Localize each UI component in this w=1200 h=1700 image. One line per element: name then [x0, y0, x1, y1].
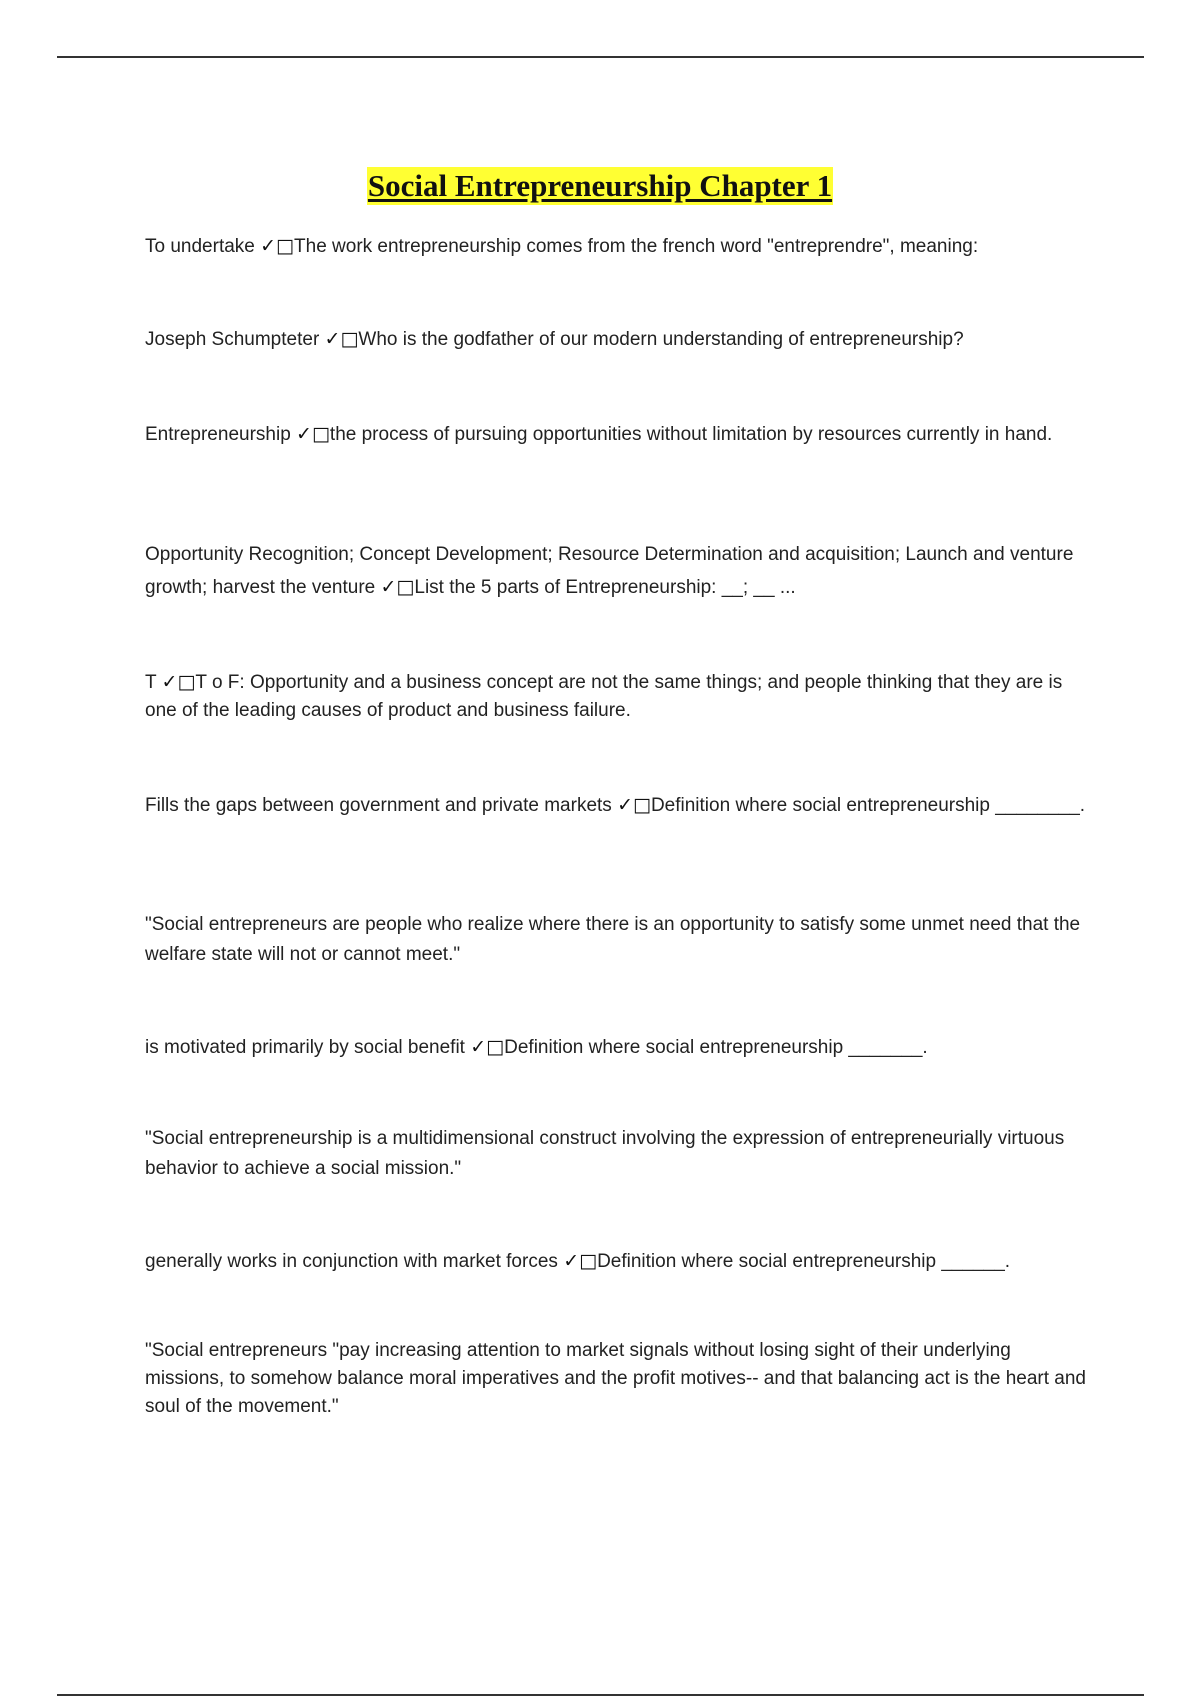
entry-answer: Joseph Schumpteter — [145, 329, 325, 350]
entry-question: Definition where social entrepreneurship ________. — [650, 795, 1086, 816]
entry-question: List the 5 parts of Entrepreneurship: __; __ ... — [414, 577, 796, 598]
entry-answer: is motivated primarily by social benefit — [145, 1037, 471, 1058]
entry-answer: To undertake — [145, 236, 261, 257]
quote-entry — [145, 1337, 1095, 1421]
flashcard-entry — [145, 539, 1095, 604]
flashcard-entry — [145, 232, 1095, 261]
flashcard-entry — [145, 420, 1095, 449]
entry-question: Who is the godfather of our modern understanding of entrepreneurship? — [358, 329, 964, 350]
title-container — [0, 167, 1200, 205]
quote-entry — [145, 1124, 1095, 1184]
check-icon: ✓□ — [563, 1250, 598, 1272]
entry-answer: T — [145, 672, 162, 693]
flashcard-entry — [145, 1247, 1095, 1276]
entry-quote: "Social entrepreneurs are people who realize where there is an opportunity to satisfy some unmet need that the welfare state will not or cannot meet." — [145, 914, 1081, 965]
check-icon: ✓□ — [324, 328, 359, 350]
check-icon: ✓□ — [617, 794, 651, 816]
entry-quote: "Social entrepreneurship is a multidimensional construct involving the expression of entrepreneurially virtuous behavior to achieve a social mission." — [145, 1128, 1065, 1179]
quote-entry — [145, 910, 1095, 970]
entry-question: the process of pursuing opportunities without limitation by resources currently in hand. — [329, 424, 1053, 445]
entry-question: Definition where social entrepreneurship _______. — [504, 1037, 928, 1058]
entry-question: T o F: Opportunity and a business concept are not the same things; and people thinking that they are is one of the leading causes of product and business failure. — [145, 672, 1063, 721]
entry-answer: Opportunity Recognition; Concept Development; Resource Determination and acquisition; Launch and venture growth; harvest the venture — [145, 544, 1074, 598]
entry-answer: Fills the gaps between government and private markets — [145, 795, 618, 816]
check-icon: ✓□ — [470, 1036, 505, 1058]
entry-answer: Entrepreneurship — [145, 424, 297, 445]
check-icon: ✓□ — [380, 576, 415, 598]
flashcard-entry — [145, 325, 1095, 354]
check-icon: ✓□ — [161, 671, 196, 693]
check-icon: ✓□ — [296, 423, 330, 445]
flashcard-entry — [145, 1033, 1095, 1062]
entry-question: Definition where social entrepreneurship ______. — [597, 1251, 1011, 1272]
entry-question: The work entrepreneurship comes from the french word "entreprendre", meaning: — [294, 236, 979, 257]
flashcard-entry — [145, 668, 1095, 725]
entry-quote: "Social entrepreneurs "pay increasing attention to market signals without losing sight of their underlying missions, to somehow balance moral imperatives and the profit motives-- and that balancing act is the heart and soul of the movement." — [145, 1340, 1086, 1417]
top-rule — [57, 56, 1144, 58]
entry-answer: generally works in conjunction with market forces — [145, 1251, 564, 1272]
bottom-rule — [57, 1694, 1144, 1696]
check-icon: ✓□ — [260, 235, 295, 257]
flashcard-entry — [145, 791, 1095, 820]
document-title: Social Entrepreneurship Chapter 1 — [367, 168, 833, 203]
